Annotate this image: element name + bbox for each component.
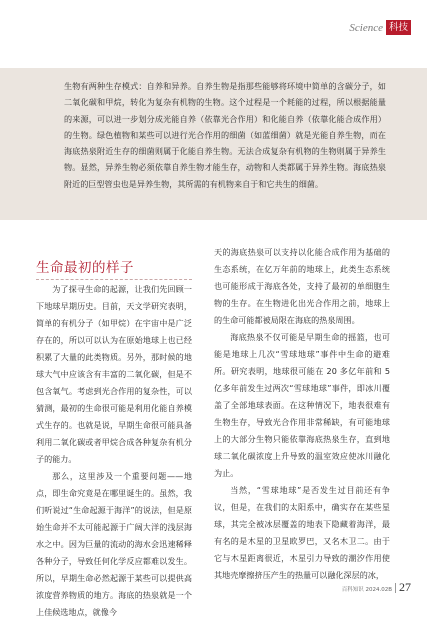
page-footer (342, 580, 411, 595)
intro-box (0, 68, 427, 220)
page-number: 27 (399, 580, 411, 594)
paragraph: 当然，“雪球地球”是否发生过目前还有争议，但是，在我们的太阳系中，确实存在某些星球，其完全被冰层覆盖的地表下隐藏着海洋，最有名的是木星的卫星欧罗巴，又名木卫二。由于它与木星距离很近，木星引力导致的潮汐作用使其地壳摩擦挤压产生的热量可以融化深层的冰， (214, 485, 390, 580)
right-column (214, 244, 390, 584)
paragraph: 那么，这里涉及一个重要问题——地点，即生命究竟是在哪里诞生的。虽然，我们听说过“生命起源于海洋”的说法，但是原始生命并不太可能起源于广阔大洋的浅层海水之中。因为巨量的流动的海水会迅速稀释各种分子，导致任何化学反应都难以发生。所以，早期生命必然起源于某些可以提供高浓度营养物质的地方。海底的热泉就是一个上佳候选地点，就像今 (36, 471, 192, 617)
section-header (349, 20, 411, 35)
article-title: 生命最初的样子 (36, 260, 134, 276)
section-badge: 科技 (386, 20, 411, 35)
publication-info: 百科知识 2024.02B (341, 587, 392, 593)
footer-divider (395, 583, 396, 593)
title-divider (36, 279, 192, 280)
section-label-en: Science (349, 21, 383, 34)
paragraph-continued: 天的海底热泉可以支持以化能合成作用为基础的生态系统，在亿万年前的地球上，此类生态系统也可能形成于海底各处，支持了最初的单细胞生物的生存。在生物进化出光合作用之前，地球上的生命可能都被局限在海底的热泉周围。 (214, 247, 390, 325)
left-column (36, 281, 192, 621)
paragraph: 为了探寻生命的起源，让我们先回顾一下地球早期历史。目前，天文学研究表明，简单的有机分子（如甲烷）在宇宙中是广泛存在的，所以可以认为在原始地球上也已经积累了大量的此类物质。另外，那时候的地球大气中应该含有丰富的二氧化碳，但是不包含氧气。考虑到光合作用的复杂性，可以猜测，最初的生命很可能是利用化能自养模式生存的。也就是说，早期生命很可能具备利用二氧化碳或者甲烷合成各种复杂有机分子的能力。 (36, 284, 192, 464)
intro-text: 生物有两种生存模式：自养和异养。自养生物是指那些能够将环境中简单的含碳分子，如二氧化碳和甲烷，转化为复杂有机物的生物。这个过程是一个耗能的过程，所以根据能量的来源，可以进一步划分成光能自养（依靠光合作用）和化能自养（依靠化能合成作用）的生物。绿色植物和某些可以进行光合作用的细菌（如蓝细菌）就是光能自养生物，而在海底热泉附近生存的细菌则属于化能自养生物。无法合成复杂有机物的生物则属于异养生物。显然，异养生物必须依靠自养生物才能生存，动物和人类都属于异养生物。海底热泉附近的巨型管虫也是异养生物，其所需的有机物来自于和它共生的细菌。 (64, 81, 386, 189)
paragraph: 海底热泉不仅可能是早期生命的摇篮，也可能是地球上几次“雪球地球”事件中生命的避难所。研究表明，地球很可能在 20 多亿年前和 5 亿多年前发生过两次“雪球地球”事件，即冰川覆盖了全部地球表面。在这种情况下，地表很难有生物生存，导致光合作用非常稀缺，有可能地球上的大部分生物只能依靠海底热泉生存，直到地球二氧化碳浓度上升导致的温室效应使冰川融化为止。 (214, 332, 390, 478)
